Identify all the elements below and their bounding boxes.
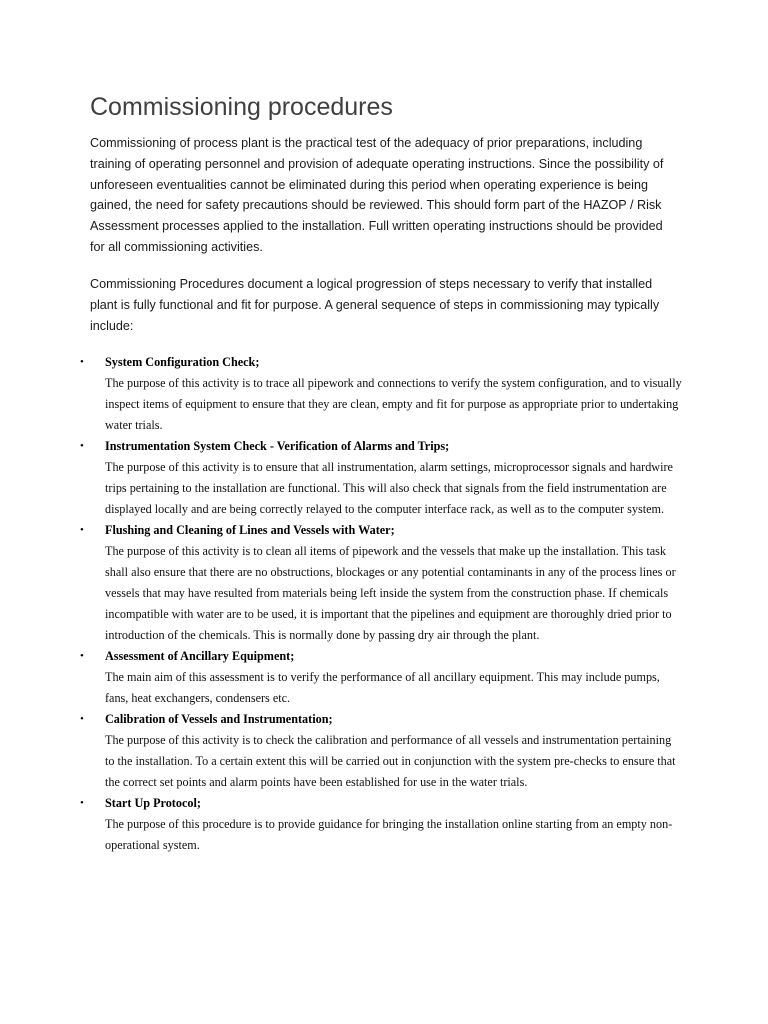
step-title: Start Up Protocol;: [105, 796, 201, 810]
bullet-icon: •: [80, 356, 84, 368]
bullet-icon: •: [80, 713, 84, 725]
list-item: [80, 793, 680, 856]
step-title: Instrumentation System Check - Verification of Alarms and Trips;: [105, 439, 450, 453]
step-title: System Configuration Check;: [105, 355, 260, 369]
intro-paragraph: Commissioning of process plant is the practical test of the adequacy of prior preparations, including training of operating personnel and provision of adequate operating instructions. Since the possibility of unforeseen eventualities cannot be eliminated during this period when operating experience is being gained, the need for safety precautions should be reviewed. This should form part of the HAZOP / Risk Assessment processes applied to the installation. Full written operating instructions should be provided for all commissioning activities.: [90, 136, 664, 254]
step-title: Calibration of Vessels and Instrumentation;: [105, 712, 333, 726]
list-item: [80, 646, 680, 709]
step-description: The purpose of this activity is to ensure that all instrumentation, alarm settings, microprocessor signals and hardwire trips pertaining to the installation are functional. This will also check that signals from the field instrumentation are displayed locally and are being correctly relayed to the computer interface rack, as well as to the computer system.: [105, 460, 673, 516]
step-description: The purpose of this procedure is to provide guidance for bringing the installation online starting from an empty non-operational system.: [105, 817, 673, 852]
list-item: [80, 352, 680, 436]
list-item: [80, 709, 680, 793]
bullet-icon: •: [80, 440, 84, 452]
bullet-icon: •: [80, 797, 84, 809]
step-description: The main aim of this assessment is to verify the performance of all ancillary equipment. This may include pumps, fans, heat exchangers, condensers etc.: [105, 670, 660, 705]
sequence-paragraph: Commissioning Procedures document a logical progression of steps necessary to verify that installed plant is fully functional and fit for purpose. A general sequence of steps in commissioning may typically include:: [90, 277, 660, 333]
step-description: The purpose of this activity is to check the calibration and performance of all vessels and instrumentation pertaining to the installation. To a certain extent this will be carried out in conjunction with the system pre-checks to ensure that the correct set points and alarm points have been established for use in the water trials.: [105, 733, 676, 789]
bullet-icon: •: [80, 650, 84, 662]
step-title: Flushing and Cleaning of Lines and Vessels with Water;: [105, 523, 395, 537]
steps-list: [80, 352, 680, 856]
step-title: Assessment of Ancillary Equipment;: [105, 649, 295, 663]
list-item: [80, 520, 680, 646]
bullet-icon: •: [80, 524, 84, 536]
step-description: The purpose of this activity is to clean all items of pipework and the vessels that make up the installation. This task shall also ensure that there are no obstructions, blockages or any potential contaminants in any of the process lines or vessels that may have resulted from materials being left inside the system from the construction phase. If chemicals incompatible with water are to be used, it is important that the pipelines and equipment are thoroughly dried prior to introduction of the chemicals. This is normally done by passing dry air through the plant.: [105, 544, 676, 642]
list-item: [80, 436, 680, 520]
step-description: The purpose of this activity is to trace all pipework and connections to verify the system configuration, and to visually inspect items of equipment to ensure that they are clean, empty and fit for purpose as appropriate prior to undertaking water trials.: [105, 376, 682, 432]
page-title: Commissioning procedures: [90, 93, 393, 121]
